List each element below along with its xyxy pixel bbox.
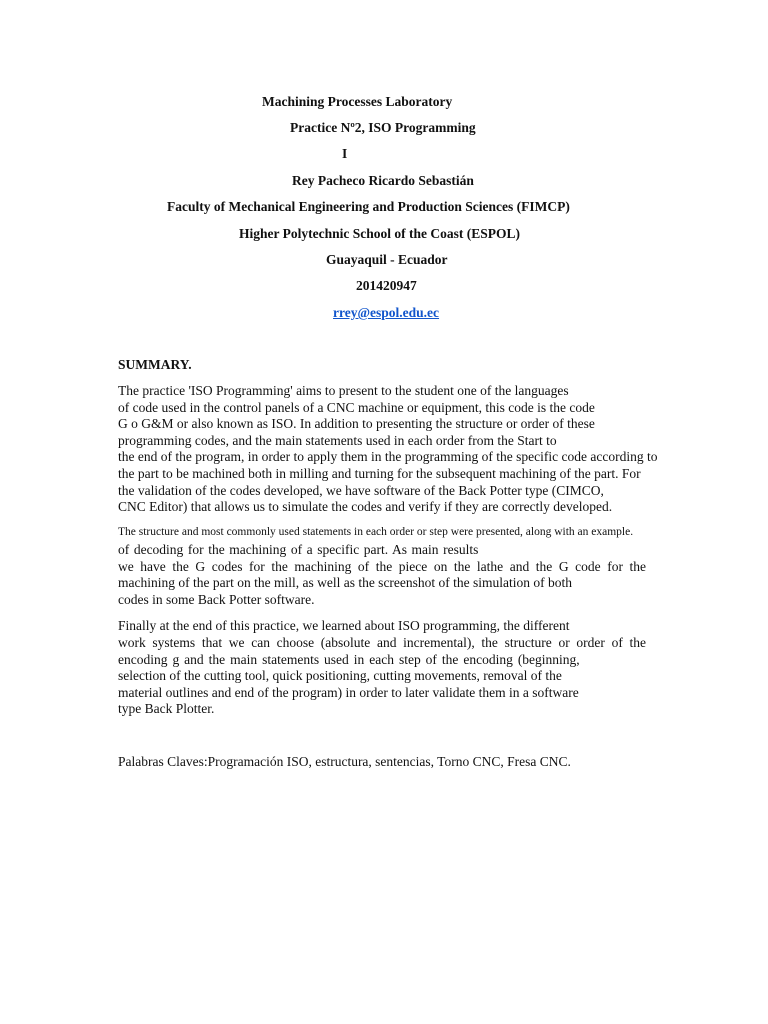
summary-p3-line: type Back Plotter. (118, 701, 215, 716)
summary-p3-line: selection of the cutting tool, quick positioning, cutting movements, removal of the (118, 668, 562, 683)
summary-p3-line: Finally at the end of this practice, we learned about ISO programming, the different (118, 618, 570, 633)
school-name: Higher Polytechnic School of the Coast (ESPOL) (239, 226, 520, 241)
summary-p1-line: the end of the program, in order to apply them in the programming of the specific code according to (118, 449, 658, 464)
summary-p1-line: programming codes, and the main statements used in each order from the Start to (118, 433, 557, 448)
summary-p2-line: The structure and most commonly used statements in each order or step were presented, along with an example. (118, 526, 634, 538)
summary-p3-line: encoding g and the main statements used in each step of the encoding (beginning, (118, 652, 580, 667)
faculty-name: Faculty of Mechanical Engineering and Production Sciences (FIMCP) (167, 199, 570, 214)
lab-title: Machining Processes Laboratory (262, 94, 453, 109)
summary-p1-line: The practice 'ISO Programming' aims to present to the student one of the languages (118, 383, 569, 398)
student-id: 201420947 (356, 278, 417, 293)
summary-heading: SUMMARY. (118, 357, 192, 372)
summary-p2-line: we have the G codes for the machining of the piece on the lathe and the G code for the (118, 559, 646, 574)
location: Guayaquil - Ecuador (326, 252, 448, 267)
summary-p1-line: CNC Editor) that allows us to simulate the codes and verify if they are correctly developed. (118, 499, 613, 514)
summary-p1-line: G o G&M or also known as ISO. In addition to presenting the structure or order of these (118, 416, 595, 431)
practice-title: Practice Nº2, ISO Programming (290, 120, 476, 135)
summary-p1-line: the validation of the codes developed, we have software of the Back Potter type (CIMCO, (118, 483, 604, 498)
keywords-line: Palabras Claves:Programación ISO, estructura, sentencias, Torno CNC, Fresa CNC. (118, 754, 571, 769)
summary-p3-line: material outlines and end of the program) in order to later validate them in a software (118, 685, 579, 700)
summary-p2-line: of decoding for the machining of a specific part. As main results (118, 542, 479, 557)
email-link[interactable]: rrey@espol.edu.ec (333, 305, 440, 320)
summary-p2-line: machining of the part on the mill, as well as the screenshot of the simulation of both (118, 575, 573, 590)
email-line (333, 304, 439, 321)
roman-numeral: I (342, 146, 348, 161)
summary-p2-line: codes in some Back Potter software. (118, 592, 315, 607)
summary-p1-line: the part to be machined both in milling and turning for the subsequent machining of the part. For (118, 466, 641, 481)
author-name: Rey Pacheco Ricardo Sebastián (292, 173, 474, 188)
summary-p1-line: of code used in the control panels of a CNC machine or equipment, this code is the code (118, 400, 595, 415)
summary-p3-line: work systems that we can choose (absolute and incremental), the structure or order of the (118, 635, 646, 650)
